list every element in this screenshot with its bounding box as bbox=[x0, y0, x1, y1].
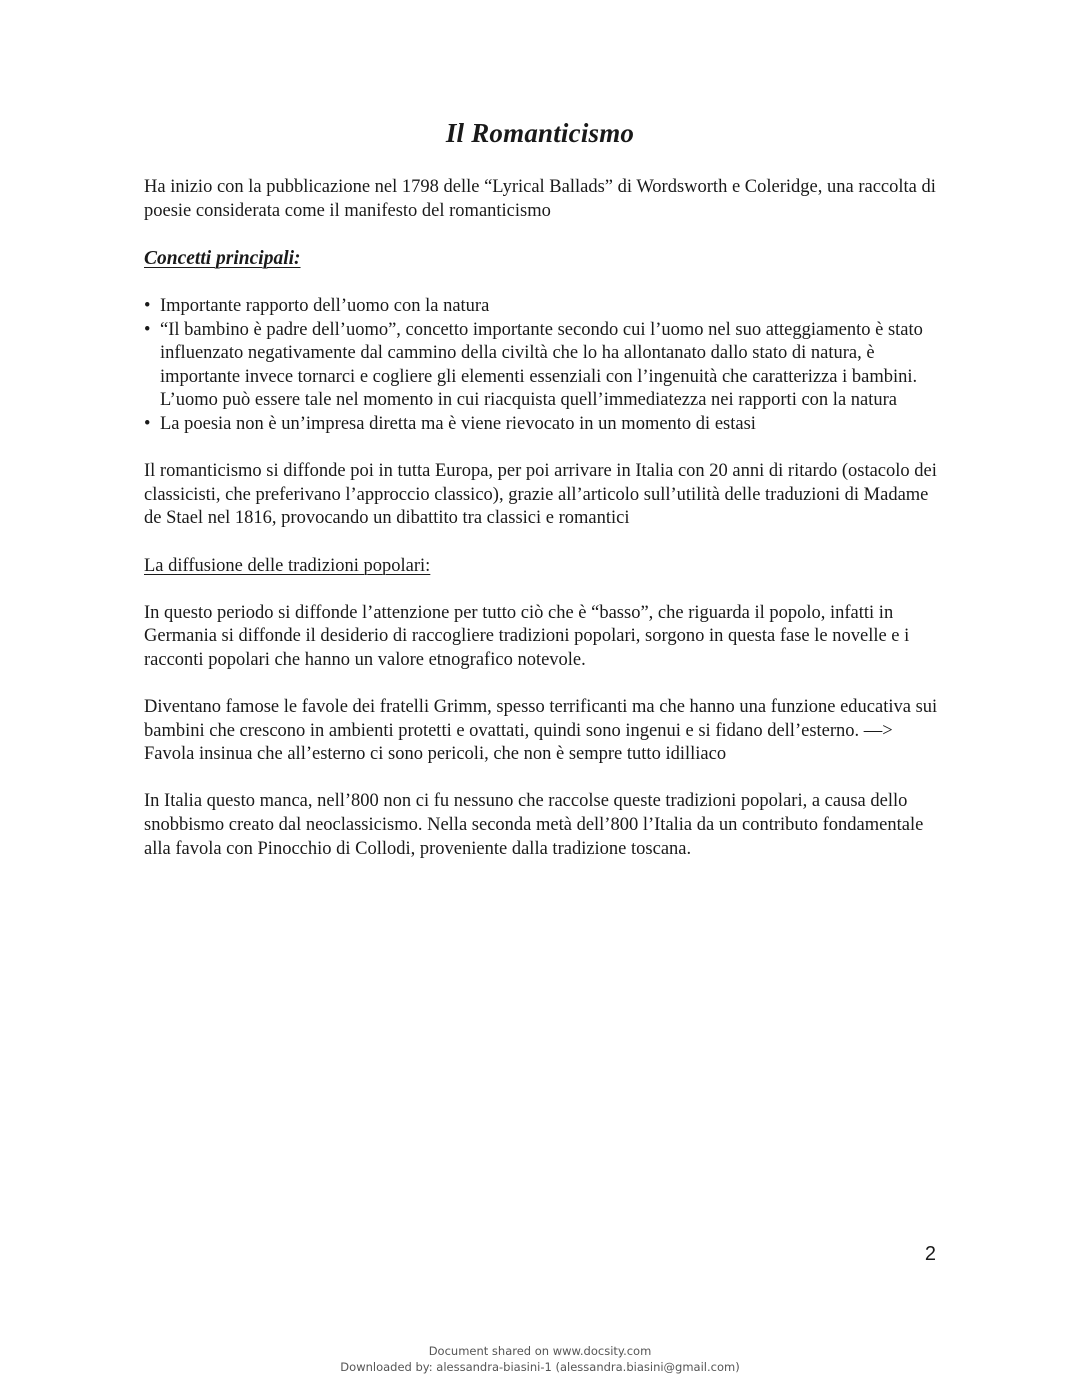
list-item bbox=[144, 319, 944, 413]
list-item-text: “Il bambino è padre dell’uomo”, concetto importante secondo cui l’uomo nel suo atteggiamento è stato influenzato negativamente dal cammino della civiltà che lo ha allontanato dallo stato di natura, è importante invece tornarci e cogliere gli elementi essenziali con l’ingenuità che caratterizza i bambini. L’uomo può essere tale nel momento in cui riacquista quell’immediatezza nei rapporti con la natura bbox=[160, 319, 923, 411]
page-number: 2 bbox=[924, 1243, 936, 1265]
footer bbox=[0, 1343, 1080, 1375]
italy-paragraph: In Italia questo manca, nell’800 non ci fu nessuno che raccolse queste tradizioni popolari, a causa dello snobbismo creato dal neoclassicismo. Nella seconda metà dell’800 l’Italia da un contributo fondamentale alla favola con Pinocchio di Collodi, proveniente dalla tradizione toscana. bbox=[144, 791, 924, 859]
bullet-icon: • bbox=[144, 319, 151, 340]
traditions-heading bbox=[144, 555, 944, 579]
footer-downloaded-text: Downloaded by: alessandra-biasini-1 (alessandra.biasini@gmail.com) bbox=[340, 1360, 740, 1374]
traditions-heading-text: La diffusione delle tradizioni popolari: bbox=[144, 555, 431, 576]
concepts-heading-text: Concetti principali: bbox=[144, 247, 301, 269]
grimm-paragraph: Diventano famose le favole dei fratelli Grimm, spesso terrificanti ma che hanno una funzione educativa sui bambini che crescono in ambienti protetti e ovattati, quindi sono ingenui e si fidano dell’esterno. —> Favola insinua che all’esterno ci sono pericoli, che non è sempre tutto idilliaco bbox=[144, 697, 938, 765]
footer-shared-text: Document shared on www.docsity.com bbox=[428, 1344, 652, 1358]
bullet-icon: • bbox=[144, 295, 151, 316]
list-item-text: Importante rapporto dell’uomo con la natura bbox=[160, 295, 490, 316]
traditions-paragraph: In questo periodo si diffonde l’attenzione per tutto ciò che è “basso”, che riguarda il popolo, infatti in Germania si diffonde il desiderio di raccogliere tradizioni popolari, sorgono in questa fase le novelle e i racconti popolari che hanno un valore etnografico notevole. bbox=[144, 602, 910, 670]
list-item bbox=[144, 295, 944, 319]
list-item bbox=[144, 413, 944, 437]
list-item-text: La poesia non è un’impresa diretta ma è viene rievocato in un momento di estasi bbox=[160, 413, 756, 434]
concepts-list bbox=[144, 295, 944, 437]
europe-paragraph: Il romanticismo si diffonde poi in tutta Europa, per poi arrivare in Italia con 20 anni di ritardo (ostacolo dei classicisti, che preferivano l’approccio classico), grazie all’articolo sull’utilità delle traduzioni di Madame de Stael nel 1816, provocando un dibattito tra classici e romantici bbox=[144, 461, 937, 529]
page-title: Il Romanticismo bbox=[445, 118, 635, 148]
document-body bbox=[144, 176, 944, 861]
concepts-heading bbox=[144, 247, 944, 272]
bullet-icon: • bbox=[144, 413, 151, 434]
intro-paragraph: Ha inizio con la pubblicazione nel 1798 delle “Lyrical Ballads” di Wordsworth e Coleridge, una raccolta di poesie considerata come il manifesto del romanticismo bbox=[144, 177, 936, 221]
